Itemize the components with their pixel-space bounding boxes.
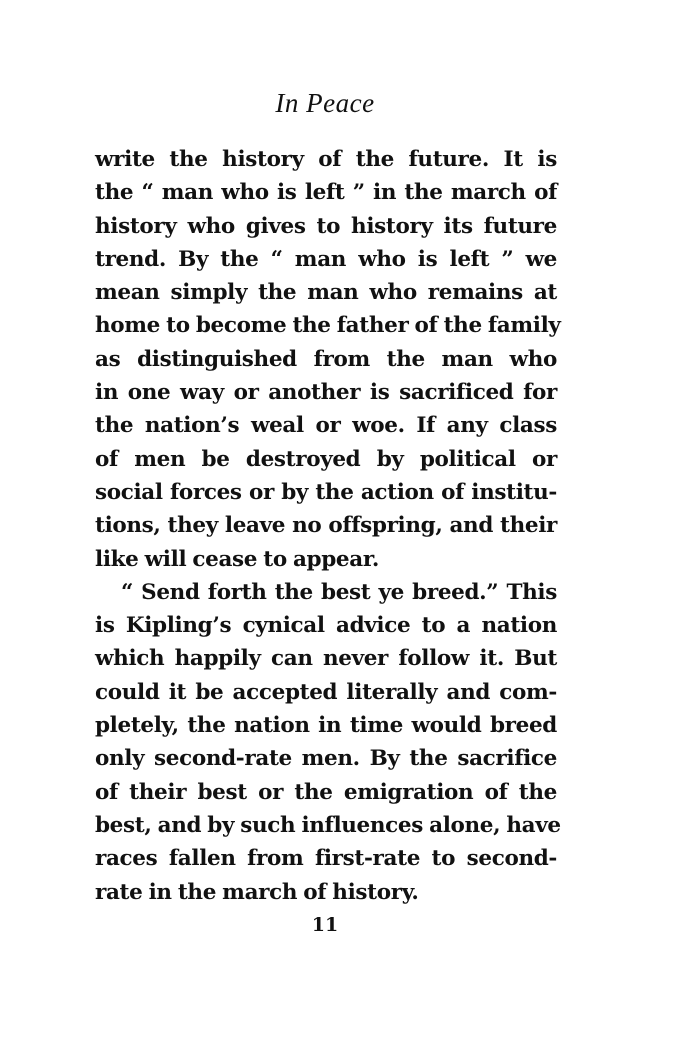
text-line: trend. By the “ man who is left ” we (95, 246, 557, 272)
paragraph-1 (95, 143, 561, 576)
text-line: social forces or by the action of institu- (95, 479, 557, 505)
text-line: tions, they leave no offspring, and their (95, 513, 557, 539)
text-line: races fallen from first-rate to second- (95, 846, 557, 872)
text-line: of men be destroyed by political or (95, 446, 557, 472)
text-line: only second-rate men. By the sacrifice (95, 746, 557, 772)
text-line: is Kipling’s cynical advice to a nation (95, 613, 557, 639)
running-head: In Peace (275, 88, 375, 118)
text-line: write the history of the future. It is (95, 147, 557, 172)
text-line: like will cease to appear. (95, 546, 379, 572)
text-line: which happily can never follow it. But (95, 646, 557, 672)
text-line: in one way or another is sacrificed for (95, 380, 557, 406)
text-line: “ Send forth the best ye breed.” This (121, 579, 557, 605)
text-line: pletely, the nation in time would breed (95, 713, 557, 739)
text-line: rate in the march of history. (95, 879, 419, 905)
body-text (95, 143, 561, 909)
text-line: best, and by such influences alone, have (95, 812, 561, 838)
text-line: of their best or the emigration of the (95, 779, 557, 805)
text-line: the nation’s weal or woe. If any class (95, 413, 557, 439)
paragraph-2 (95, 576, 561, 909)
page-number: 11 (311, 914, 339, 936)
text-line: home to become the father of the family (95, 313, 561, 339)
text-line: mean simply the man who remains at (95, 280, 557, 306)
text-line: the “ man who is left ” in the march of (95, 180, 557, 206)
text-line: history who gives to history its future (95, 213, 557, 239)
text-line: as distinguished from the man who (95, 346, 557, 372)
text-line: could it be accepted literally and com- (95, 679, 557, 705)
